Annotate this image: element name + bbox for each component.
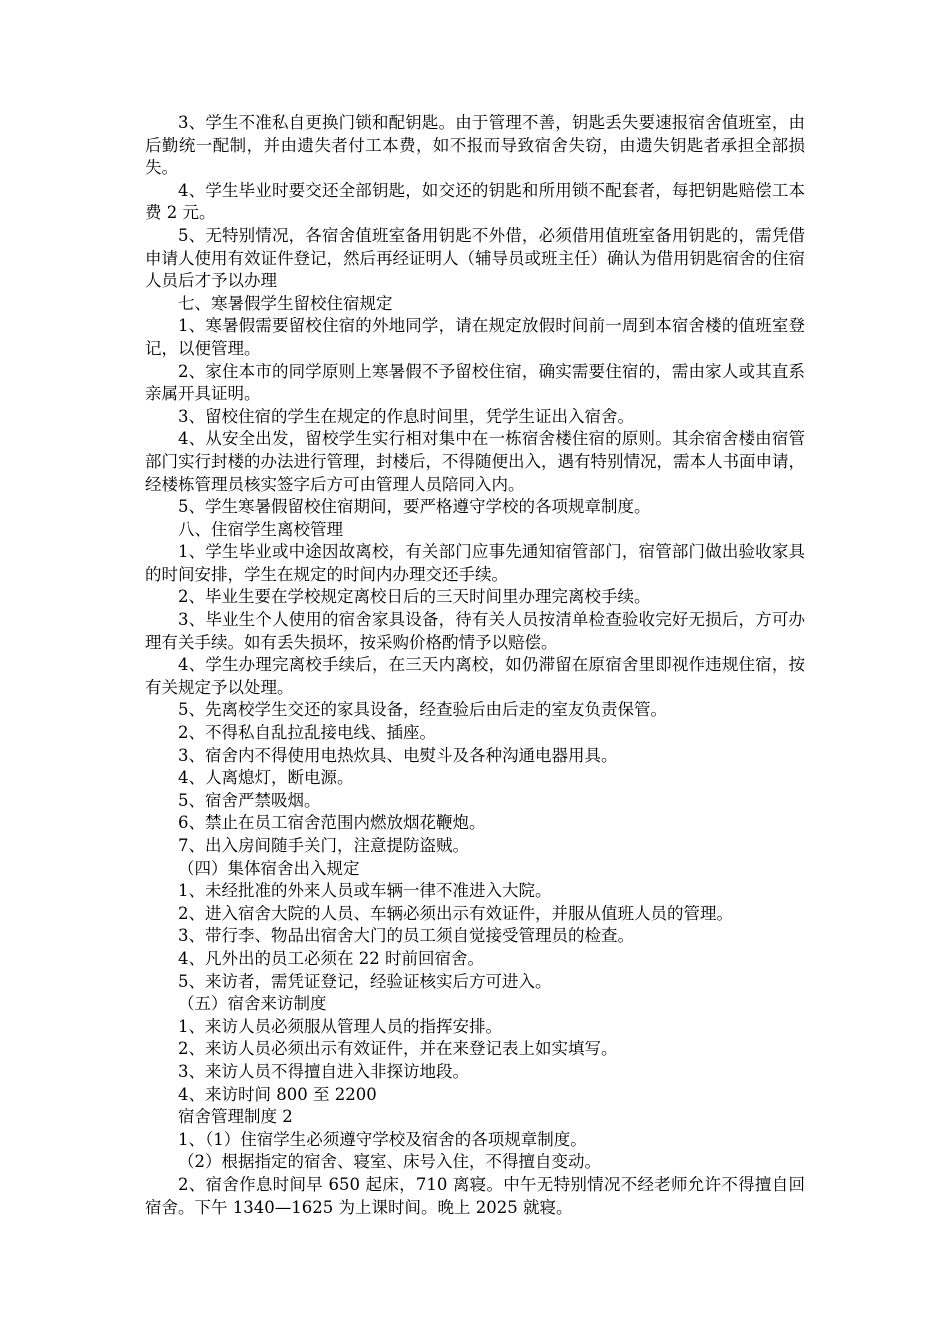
paragraph-safety-rule-5: 5、宿舍严禁吸烟。 — [178, 790, 321, 810]
paragraph-key-rule-4: 4、学生毕业时要交还全部钥匙，如交还的钥匙和所用锁不配套者，每把钥匙赔偿工本费 2 元。 — [145, 180, 805, 223]
section-heading-entry-exit: （四）集体宿舍出入规定 — [178, 858, 360, 878]
paragraph-entry-rule-4: 4、凡外出的员工必须在 22 时前回宿舍。 — [178, 948, 484, 968]
paragraph-safety-rule-2: 2、不得私自乱拉乱接电线、插座。 — [178, 723, 436, 743]
document-body — [145, 112, 805, 1219]
section-heading-vacation-stay: 七、寒暑假学生留校住宿规定 — [178, 293, 393, 313]
paragraph-vacation-rule-1: 1、寒暑假需要留校住宿的外地同学，请在规定放假时间前一周到本宿舍楼的值班室登记，以便管理。 — [145, 316, 805, 358]
paragraph-leaving-rule-1: 1、学生毕业或中途因故离校，有关部门应事先通知宿管部门，宿管部门做出验收家具的时间安排，学生在规定的时间内办理交还手续。 — [145, 542, 805, 584]
paragraph-vacation-rule-4: 4、从安全出发，留校学生实行相对集中在一栋宿舍楼住宿的原则。其余宿舍楼由宿管部门实行封楼的办法进行管理，封楼后，不得随便出入，遇有特别情况，需本人书面申请，经楼栋管理员核实签字后方可由管理人员陪同入内。 — [145, 429, 805, 494]
paragraph-entry-rule-3: 3、带行李、物品出宿舍大门的员工须自觉接受管理员的检查。 — [178, 926, 634, 946]
paragraph-vacation-rule-3: 3、留校住宿的学生在规定的作息时间里，凭学生证出入宿舍。 — [178, 406, 634, 426]
paragraph-visitor-rule-1: 1、来访人员必须服从管理人员的指挥安排。 — [178, 1016, 502, 1036]
paragraph-leaving-rule-4: 4、学生办理完离校手续后，在三天内离校，如仍滞留在原宿舍里即视作违规住宿，按有关规定予以处理。 — [145, 655, 805, 697]
paragraph-entry-rule-1: 1、未经批准的外来人员或车辆一律不准进入大院。 — [178, 881, 552, 901]
section-heading-leaving-school: 八、住宿学生离校管理 — [178, 519, 343, 539]
section-heading-dorm-rules-2: 宿舍管理制度 2 — [178, 1107, 293, 1127]
paragraph-leaving-rule-3: 3、毕业生个人使用的宿舍家具设备，待有关人员按清单检查验收完好无损后，方可办理有关手续。如有丢失损坏，按采购价格酌情予以赔偿。 — [145, 610, 805, 652]
paragraph-safety-rule-4: 4、人离熄灯，断电源。 — [178, 768, 354, 788]
paragraph-safety-rule-7: 7、出入房间随手关门，注意提防盗贼。 — [178, 836, 469, 855]
paragraph-entry-rule-2: 2、进入宿舍大院的人员、车辆必须出示有效证件，并服从值班人员的管理。 — [178, 903, 733, 923]
paragraph-safety-rule-6: 6、禁止在员工宿舍范围内燃放烟花鞭炮。 — [178, 813, 486, 833]
paragraph-dorm2-rule-1-2: （2）根据指定的宿舍、寝室、床号入住，不得擅自变动。 — [178, 1152, 601, 1172]
paragraph-vacation-rule-2: 2、家住本市的同学原则上寒暑假不予留校住宿，确实需要住宿的，需由家人或其直系亲属开具证明。 — [145, 361, 805, 404]
paragraph-visitor-rule-3: 3、来访人员不得擅自进入非探访地段。 — [178, 1061, 469, 1081]
paragraph-safety-rule-3: 3、宿舍内不得使用电热炊具、电熨斗及各种沟通电器用具。 — [178, 745, 618, 765]
paragraph-leaving-rule-2: 2、毕业生要在学校规定离校日后的三天时间里办理完离校手续。 — [178, 587, 651, 607]
paragraph-dorm2-rule-2: 2、宿舍作息时间早 650 起床，710 离寝。中午无特别情况不经老师允许不得擅自回宿舍。下午 1340—1625 为上课时间。晚上 2025 就寝。 — [145, 1174, 805, 1217]
paragraph-visitor-rule-4: 4、来访时间 800 至 2200 — [178, 1084, 377, 1104]
section-heading-visitors: （五）宿舍来访制度 — [178, 994, 327, 1014]
paragraph-leaving-rule-5: 5、先离校学生交还的家具设备，经查验后由后走的室友负责保管。 — [178, 700, 667, 720]
paragraph-key-rule-3: 3、学生不准私自更换门锁和配钥匙。由于管理不善，钥匙丢失要速报宿舍值班室，由后勤统一配制，并由遗失者付工本费，如不报而导致宿舍失窃，由遗失钥匙者承担全部损失。 — [145, 113, 805, 178]
paragraph-visitor-rule-2: 2、来访人员必须出示有效证件，并在来登记表上如实填写。 — [178, 1039, 618, 1059]
paragraph-entry-rule-5: 5、来访者，需凭证登记，经验证核实后方可进入。 — [178, 971, 552, 991]
paragraph-vacation-rule-5: 5、学生寒暑假留校住宿期间，要严格遵守学校的各项规章制度。 — [178, 497, 651, 517]
paragraph-dorm2-rule-1-1: 1、（1）住宿学生必须遵守学校及宿舍的各项规章制度。 — [178, 1129, 587, 1149]
paragraph-key-rule-5: 5、无特别情况，各宿舍值班室备用钥匙不外借，必须借用值班室备用钥匙的，需凭借申请人使用有效证件登记，然后再经证明人（辅导员或班主任）确认为借用钥匙宿舍的住宿人员后才予以办理 — [145, 225, 805, 291]
